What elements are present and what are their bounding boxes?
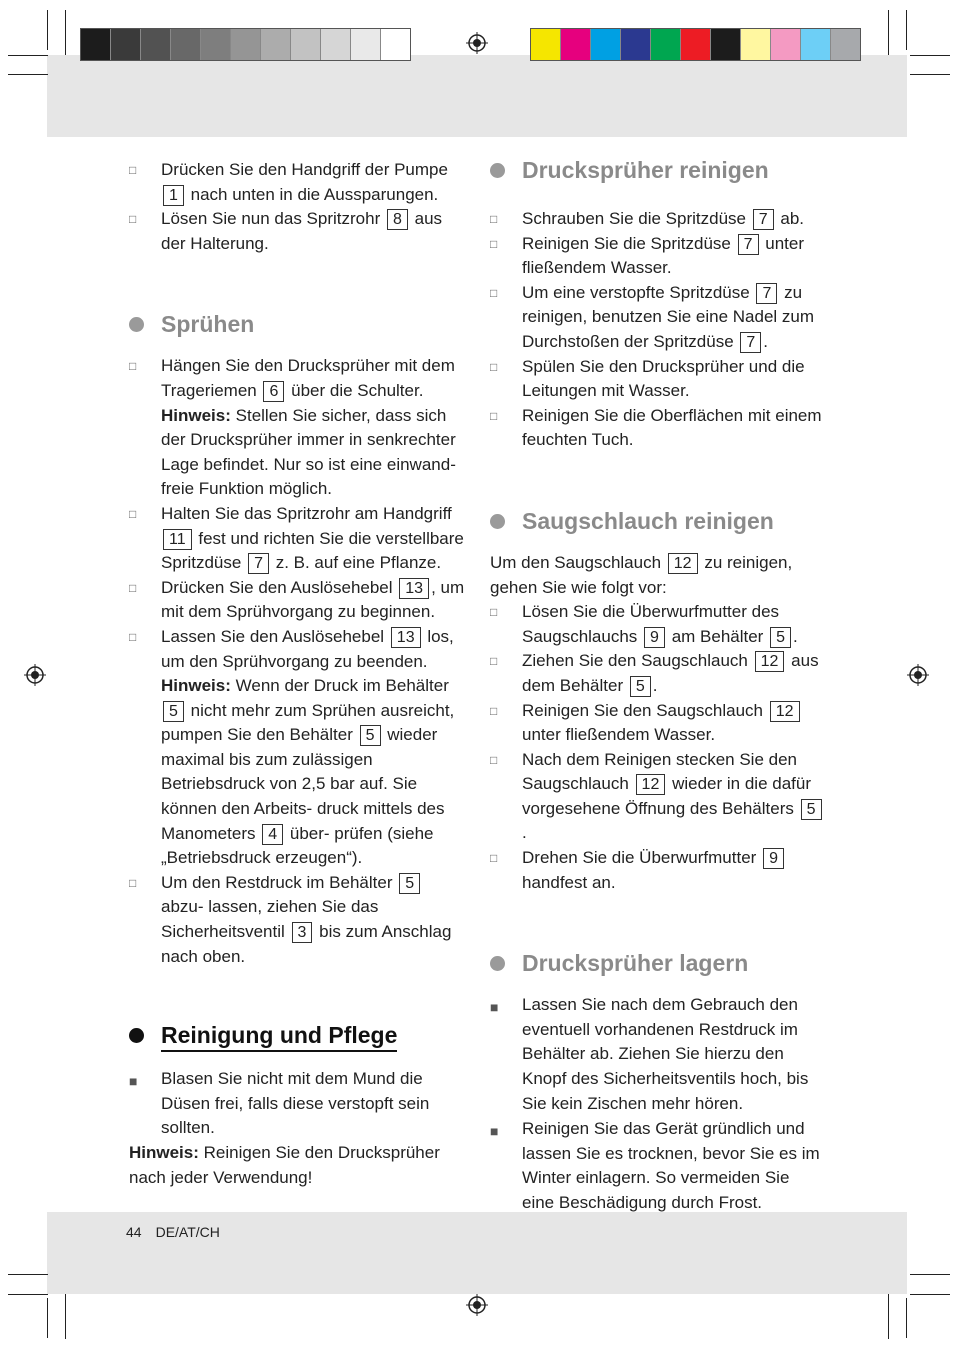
part-number: 13 xyxy=(399,578,429,599)
page-footer xyxy=(126,1224,234,1240)
section-heading: Saugschlauch reinigen xyxy=(490,501,826,541)
color-swatch xyxy=(201,29,231,60)
section-heading: Reinigung und Pflege xyxy=(129,1015,465,1055)
note-label: Hinweis: xyxy=(161,676,231,696)
checkbox-bullet-icon: □ xyxy=(490,654,498,669)
list-item: □ Drücken Sie den Handgriff der Pumpe 1 nach unten in die Aussparungen. xyxy=(129,160,448,204)
part-number: 7 xyxy=(740,332,761,353)
part-number: 7 xyxy=(753,209,774,230)
part-number: 3 xyxy=(292,922,313,943)
color-swatch xyxy=(621,29,651,60)
color-swatch xyxy=(591,29,621,60)
part-number: 12 xyxy=(770,701,800,722)
part-number: 7 xyxy=(756,283,777,304)
checkbox-bullet-icon: □ xyxy=(490,703,498,718)
list-item: □ Schrauben Sie die Spritzdüse 7 ab. xyxy=(490,207,826,232)
part-number: 6 xyxy=(263,381,284,402)
registration-mark-icon xyxy=(466,32,488,54)
checkbox-bullet-icon: □ xyxy=(129,875,137,890)
list-item: □ Spülen Sie den Drucksprüher und die Leitungen mit Wasser. xyxy=(490,356,805,401)
color-swatch xyxy=(171,29,201,60)
part-number: 9 xyxy=(644,627,665,648)
crop-mark xyxy=(906,10,907,50)
gray-scale-bar xyxy=(80,28,411,61)
color-swatch xyxy=(261,29,291,60)
list-item: □ Hängen Sie den Drucksprüher mit dem Trageriemen 6 über die Schulter. Hinweis: Stellen Sie sicher, dass sich der Drucksprüher immer in senkrechter Lage befindet. Nur so ist eine einwand- freie Funktion möglich. xyxy=(129,356,456,499)
crop-mark xyxy=(8,74,48,75)
part-number: 5 xyxy=(630,676,651,697)
part-number: 7 xyxy=(248,553,269,574)
crop-mark xyxy=(47,10,48,50)
list-item: ■ Reinigen Sie das Gerät gründlich und lassen Sie es trocknen, bevor Sie es im Winter einlagern. So vermeiden Sie eine Beschädigung durch Frost. xyxy=(490,1119,820,1212)
part-number: 4 xyxy=(262,824,283,845)
color-swatch xyxy=(651,29,681,60)
bullet-dot-icon xyxy=(129,1028,144,1043)
crop-mark xyxy=(888,10,889,55)
list-item: □ Lassen Sie den Auslösehebel 13 los, um den Sprühvorgang zu beenden. Hinweis: Wenn der Druck im Behälter 5 nicht mehr zum Sprühen ausreicht, pumpen Sie den Behälter 5 wieder maximal bis zum zulässigen Betriebsdruck von 2,5 bar auf. Sie können den Arbeits- druck mittels des Manometers 4 über- prüfen (siehe „Betriebsdruck erzeugen“). xyxy=(129,626,455,868)
color-swatch xyxy=(381,29,410,60)
note-paragraph: Hinweis: Reinigen Sie den Drucksprüher nach jeder Verwendung! xyxy=(129,1143,440,1187)
crop-mark xyxy=(910,74,950,75)
color-swatch xyxy=(321,29,351,60)
part-number: 5 xyxy=(399,873,420,894)
checkbox-bullet-icon: □ xyxy=(490,359,498,374)
color-swatch xyxy=(711,29,741,60)
checkbox-bullet-icon: □ xyxy=(129,580,137,595)
color-swatch xyxy=(81,29,111,60)
left-column xyxy=(129,158,465,1190)
color-swatch xyxy=(531,29,561,60)
region-label: DE/AT/CH xyxy=(155,1224,220,1240)
color-swatch xyxy=(681,29,711,60)
part-number: 8 xyxy=(387,209,408,230)
top-band xyxy=(47,55,907,137)
part-number: 9 xyxy=(763,848,784,869)
part-number: 11 xyxy=(163,529,192,550)
bullet-dot-icon xyxy=(490,163,505,178)
note-label: Hinweis: xyxy=(161,405,231,425)
list-item: □ Um eine verstopfte Spritzdüse 7 zu reinigen, benutzen Sie eine Nadel zum Durchstoßen der Spritzdüse 7 . xyxy=(490,282,815,351)
color-swatch xyxy=(291,29,321,60)
crop-mark xyxy=(888,1294,889,1339)
registration-mark-icon xyxy=(24,664,46,686)
square-bullet-icon: ■ xyxy=(129,1073,138,1090)
bullet-dot-icon xyxy=(490,956,505,971)
list-item: □ Ziehen Sie den Saugschlauch 12 aus dem Behälter 5 . xyxy=(490,651,819,695)
part-number: 12 xyxy=(755,651,785,672)
list-item: □ Drücken Sie den Auslösehebel 13 , um mit dem Sprühvorgang zu beginnen. xyxy=(129,577,465,622)
color-swatch xyxy=(801,29,831,60)
crop-mark xyxy=(8,1294,48,1295)
bullet-dot-icon xyxy=(129,317,144,332)
color-swatch xyxy=(741,29,771,60)
color-scale-bar xyxy=(530,28,861,61)
crop-mark xyxy=(65,10,66,55)
checkbox-bullet-icon: □ xyxy=(129,212,137,227)
checkbox-bullet-icon: □ xyxy=(129,629,137,644)
list-item: □ Halten Sie das Spritzrohr am Handgriff 11 fest und richten Sie die verstellbare Spritzdüse 7 z. B. auf eine Pflanze. xyxy=(129,503,464,573)
checkbox-bullet-icon: □ xyxy=(490,851,498,866)
color-swatch xyxy=(231,29,261,60)
color-swatch xyxy=(351,29,381,60)
right-column xyxy=(490,158,826,1216)
part-number: 5 xyxy=(801,799,822,820)
checkbox-bullet-icon: □ xyxy=(129,163,137,177)
square-bullet-icon: ■ xyxy=(490,999,499,1016)
color-swatch xyxy=(141,29,171,60)
registration-mark-icon xyxy=(466,1294,488,1316)
section-heading: Sprühen xyxy=(129,304,465,344)
part-number: 5 xyxy=(770,627,791,648)
crop-mark xyxy=(910,1274,950,1275)
list-item: □ Nach dem Reinigen stecken Sie den Saugschlauch 12 wieder in die dafür vorgesehene Öffnung des Behälters 5. xyxy=(490,748,826,846)
checkbox-bullet-icon: □ xyxy=(490,285,498,300)
part-number: 5 xyxy=(360,725,381,746)
checkbox-bullet-icon: □ xyxy=(490,605,498,620)
intro-paragraph: Um den Saugschlauch 12 zu reinigen, gehen Sie wie folgt vor: xyxy=(490,552,793,597)
crop-mark xyxy=(8,1274,48,1275)
list-item: □ Lösen Sie die Überwurfmutter des Saugschlauchs 9 am Behälter 5 . xyxy=(490,602,798,646)
section-heading: Drucksprüher lagern xyxy=(490,943,826,983)
bullet-dot-icon xyxy=(490,514,505,529)
list-item: □ Drehen Sie die Überwurfmutter 9 handfest an. xyxy=(490,846,826,895)
part-number: 5 xyxy=(163,701,184,722)
part-number: 7 xyxy=(738,234,759,255)
crop-mark xyxy=(906,1298,907,1338)
list-item: □ Um den Restdruck im Behälter 5 abzu- lassen, ziehen Sie das Sicherheitsventil 3 bis zum Anschlag nach oben. xyxy=(129,872,452,966)
note-label: Hinweis: xyxy=(129,1143,199,1162)
crop-mark xyxy=(910,1294,950,1295)
checkbox-bullet-icon: □ xyxy=(490,236,498,251)
crop-mark xyxy=(8,55,48,56)
crop-mark xyxy=(47,1298,48,1338)
checkbox-bullet-icon: □ xyxy=(490,212,498,226)
crop-mark xyxy=(65,1294,66,1339)
part-number: 12 xyxy=(668,553,698,574)
color-swatch xyxy=(561,29,591,60)
list-item: □ Lösen Sie nun das Spritzrohr 8 aus der Halterung. xyxy=(129,209,443,253)
list-item: ■ Blasen Sie nicht mit dem Mund die Düsen frei, falls diese verstopft sein sollten. xyxy=(129,1069,430,1138)
color-swatch xyxy=(111,29,141,60)
part-number: 13 xyxy=(391,627,421,648)
color-swatch xyxy=(831,29,860,60)
list-item: □ Reinigen Sie die Oberflächen mit einem feuchten Tuch. xyxy=(490,405,822,450)
checkbox-bullet-icon: □ xyxy=(129,506,137,521)
color-swatch xyxy=(771,29,801,60)
part-number: 12 xyxy=(636,774,666,795)
checkbox-bullet-icon: □ xyxy=(490,752,498,767)
list-item: □ Reinigen Sie die Spritzdüse 7 unter fließendem Wasser. xyxy=(490,233,804,278)
page-number: 44 xyxy=(126,1224,142,1240)
section-heading: Drucksprüher reinigen xyxy=(490,150,826,190)
crop-mark xyxy=(910,55,950,56)
list-item: ■ Lassen Sie nach dem Gebrauch den eventuell vorhandenen Restdruck im Behälter ab. Ziehen Sie hierzu den Knopf des Sicherheitsventils hoch, bis Sie kein Zischen mehr hören. xyxy=(490,995,809,1113)
list-item: □ Reinigen Sie den Saugschlauch 12 unter fließendem Wasser. xyxy=(490,699,826,748)
square-bullet-icon: ■ xyxy=(490,1123,499,1140)
registration-mark-icon xyxy=(907,664,929,686)
checkbox-bullet-icon: □ xyxy=(490,408,498,423)
checkbox-bullet-icon: □ xyxy=(129,359,137,374)
part-number: 1 xyxy=(163,185,184,206)
